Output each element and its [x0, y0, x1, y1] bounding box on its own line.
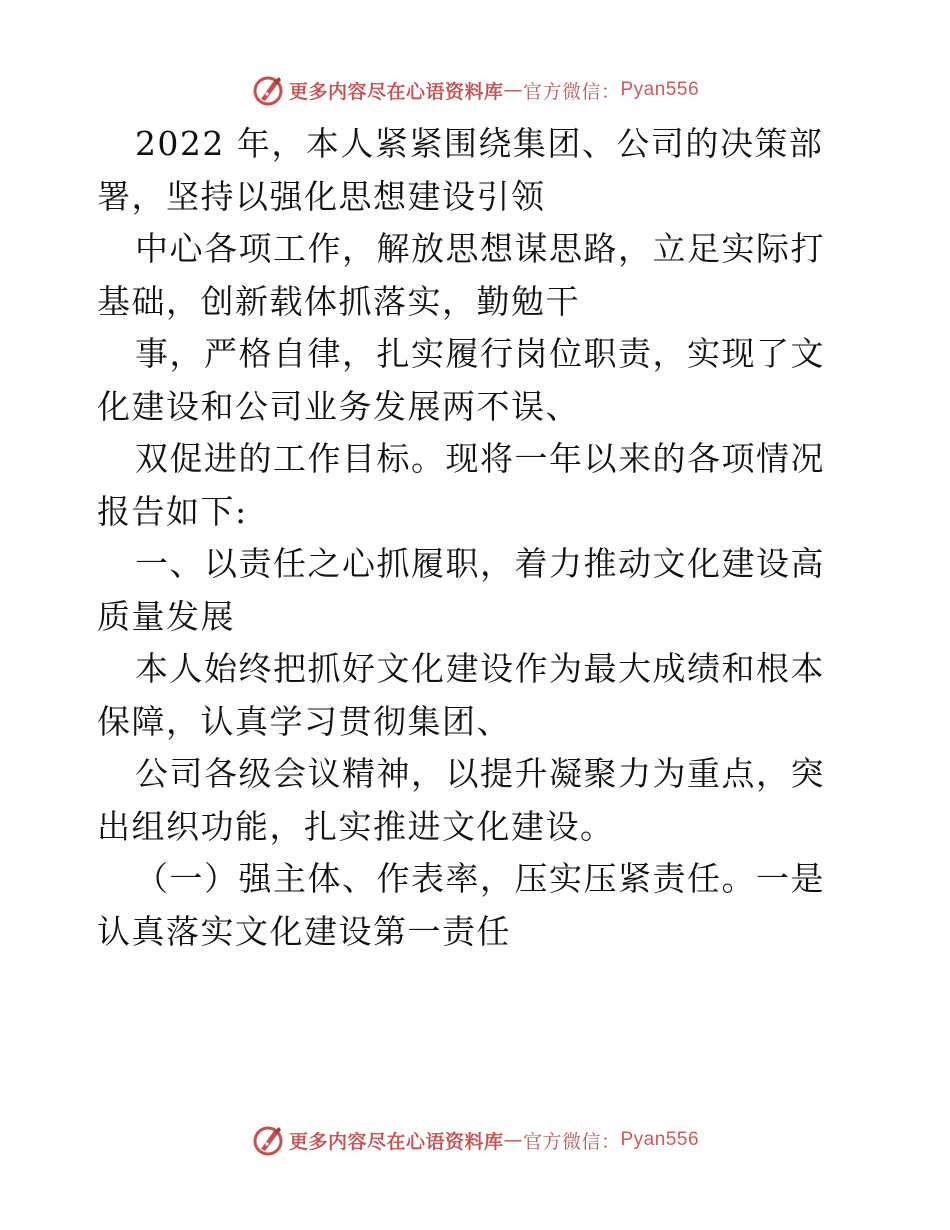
banner-wechat-id: Pyan556 [620, 79, 700, 100]
paragraph: 事，严格自律，扎实履行岗位职责，实现了文化建设和公司业务发展两不误、 [97, 334, 825, 426]
banner-sub-text: 官方微信： [522, 80, 621, 103]
paragraph: 双促进的工作目标。现将一年以来的各项情况报告如下: [97, 439, 825, 531]
banner-dash: — [503, 79, 523, 101]
banner-sub-text: 官方微信： [522, 1130, 621, 1153]
banner-dash: — [503, 1129, 523, 1151]
pen-nib-circle-icon [251, 73, 285, 107]
paragraph: 中心各项工作，解放思想谋思路，立足实际打基础，创新载体抓落实，勤勉干 [97, 229, 825, 321]
banner-main-text: 更多内容尽在心语资料库 [288, 80, 504, 103]
pen-nib-circle-icon [251, 1123, 285, 1157]
paragraph: 2022 年，本人紧紧围绕集团、公司的决策部署，坚持以强化思想建设引领 [97, 124, 824, 216]
paragraph: 本人始终把抓好文化建设作为最大成绩和根本保障，认真学习贯彻集团、 [97, 649, 825, 741]
paragraph: 公司各级会议精神，以提升凝聚力为重点，突出组织功能，扎实推进文化建设。 [97, 754, 825, 846]
banner-wechat-id: Pyan556 [620, 1129, 700, 1150]
footer-banner [0, 1120, 950, 1160]
header-banner [0, 70, 950, 110]
document-body [97, 118, 857, 958]
section-heading: 一、以责任之心抓履职，着力推动文化建设高质量发展 [97, 544, 825, 636]
banner-main-text: 更多内容尽在心语资料库 [288, 1130, 504, 1153]
paragraph: （一）强主体、作表率，压实压紧责任。一是认真落实文化建设第一责任 [97, 859, 825, 951]
